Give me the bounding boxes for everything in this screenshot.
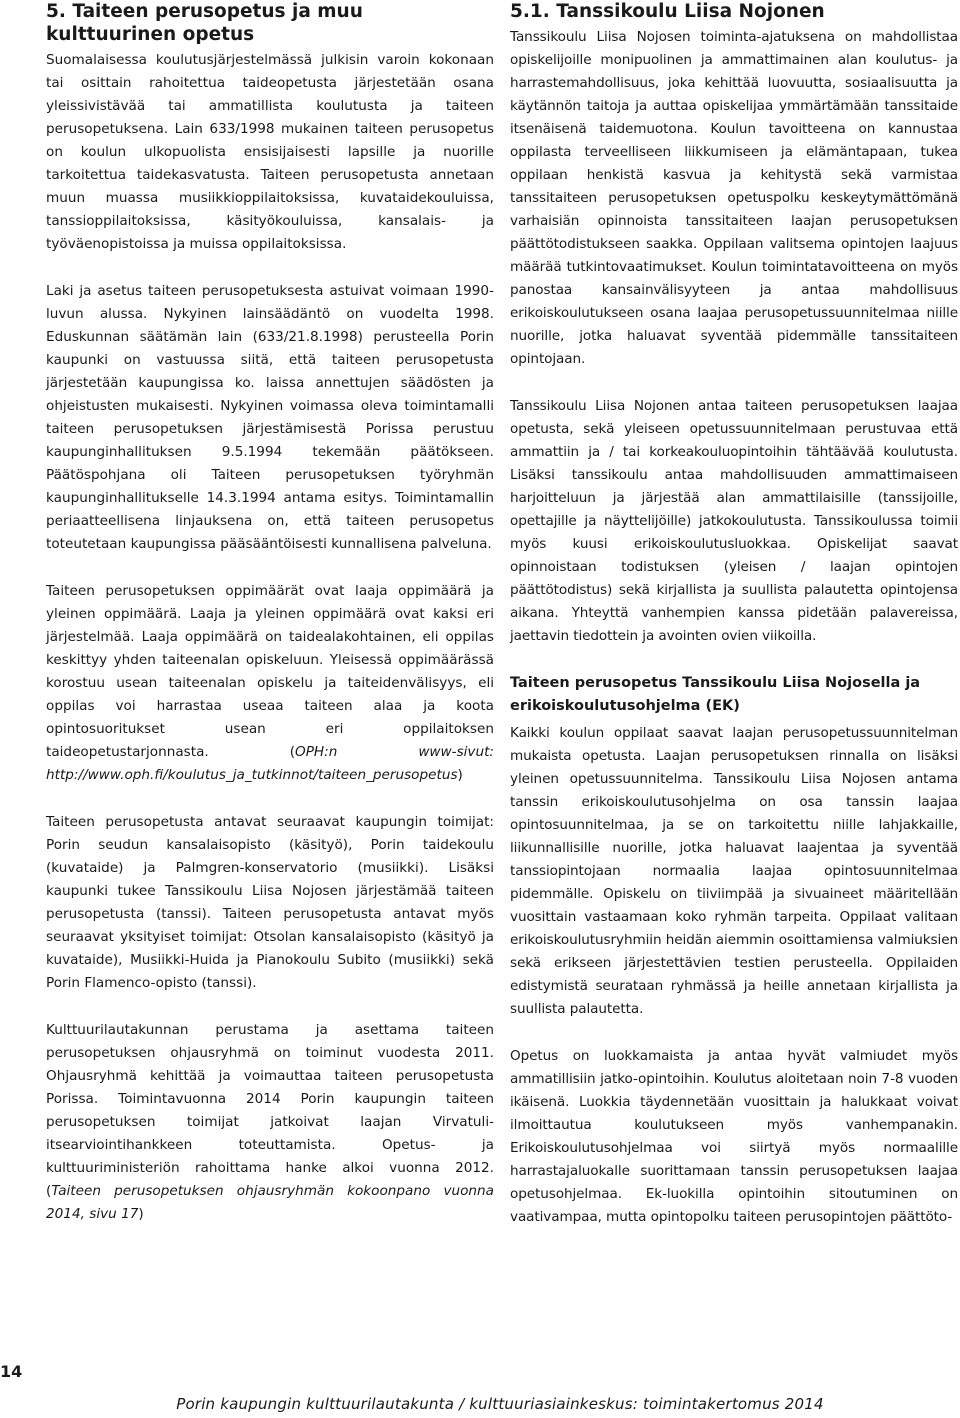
citation-close: ) bbox=[457, 767, 463, 783]
subheading-ek-programme: Taiteen perusopetus Tanssikoulu Liisa Nojosella ja erikoiskoulutusohjelma (EK) bbox=[510, 675, 921, 714]
paragraph-steering-group bbox=[46, 1019, 494, 1226]
paragraph-ek-programme: Kaikki koulun oppilaat saavat laajan perusopetussuunnitelman mukaista opetusta. Laajan perusopetuksen rinnalla on lisäksi yleinen opetussuunnitelma. Tanssikoulu Liisa Nojosen antama tanssin erikoiskoulutusohjelma on osa tanssin laajaa opintosuunnitelmaa, ja se on tarkoitettu niille lahjakkaille, liikunnallisille nuorille, jotka haluavat laajentaa ja syventää tanssiopintojaan normaalia laajaa opintosuunnitelmaa pidemmälle. Opiskelu on tiiviimpää ja sivuaineet määritellään vuosittain vastaamaan koko ryhmän tarpeita. Oppilaat valitaan erikoiskoulutusryhmiin heidän aiemmin osoittamiensa valmiuksien sekä erikseen järjestettävien testien perusteella. Oppilaiden edistymistä seurataan ryhmässä ja heille annetaan kirjallista ja suullista palautetta. bbox=[510, 725, 958, 1017]
paragraph-curricula bbox=[46, 580, 494, 787]
section-heading: 5. Taiteen perusopetus ja muu kulttuurinen opetus bbox=[46, 1, 363, 45]
paragraph-teaching: Tanssikoulu Liisa Nojonen antaa taiteen perusopetuksen laajaa opetusta, sekä yleiseen opetussuunnitelmaan perustuvaa että ammattiin ja / tai korkeakouluopintoihin tähtäävää koulutusta. Lisäksi tanssikoulu antaa mahdollisuuden ammattimaiseen harjoitteluun ja järjestää alan ammattilaisille (tanssijoille, opettajille ja näyttelijöille) jatkokoulutusta. Tanssikoulussa toimii myös kuusi erikoiskoulutusluokkaa. Opiskelijat saavat opinnoistaan todistuksen (yleisen / laajan opintojen päättötodistus) sekä kirjallista ja suullista palautetta opintojensa aikana. Yhteyttä vanhempien kanssa pidetään palavereissa, jaettavin tiedottein ja avointen ovien viikoilla. bbox=[510, 398, 958, 644]
citation-steering-group: Taiteen perusopetuksen ohjausryhmän kokoonpano vuonna 2014, sivu 17 bbox=[46, 1183, 494, 1222]
steering-text: Kulttuurilautakunnan perustama ja asettama taiteen perusopetuksen ohjausryhmä on toiminut vuodesta 2011. Ohjausryhmä kehittää ja voimauttaa taiteen perusopetusta Porissa. Toimintavuonna 2014 Porin kaupungin taiteen perusopetuksen toimijat jatkoivat laajan Virvatuli-itsearviointihankkeen toteuttamista. Opetus- ja kulttuuriministeriön rahoittama hanke alkoi vuonna 2012. bbox=[46, 1022, 494, 1176]
page-number: 14 bbox=[0, 1362, 23, 1381]
citation-open: ( bbox=[46, 1183, 52, 1199]
paragraph-classes: Opetus on luokkamaista ja antaa hyvät valmiudet myös ammatillisiin jatko-opintoihin. Koulutus aloitetaan noin 7-8 vuoden ikäisenä. Luokkia täydennetään vuosittain ja halukkaat voivat ilmoittautua koulutukseen myös vanhempanakin. Erikoiskoulutusohjelmaa voi siirtyä myös normaalille harrastajaluokalle suorittamaan tanssin perusopetuksen laajaa opetusohjelmaa. Ek-luokilla opintoihin sitoutuminen on vaativampaa, mutta opintopolku taiteen perusopintojen päättöto- bbox=[510, 1048, 958, 1225]
citation-open: ( bbox=[289, 744, 296, 760]
paragraph-intro: Suomalaisessa koulutusjärjestelmässä julkisin varoin kokonaan tai osittain rahoitettua taideopetusta järjestetään osana yleissivistävää tai ammatillista koulutusta ja taiteen perusopetuksena. Lain 633/1998 mukainen taiteen perusopetus on koulun ulkopuolista ensisijaisesti lapsille ja nuorille tarkoitettua taidekasvatusta. Taiteen perusopetusta annetaan muun muassa musiikkioppilaitoksissa, kuvataidekouluissa, tanssioppilaitoksissa, käsityökouluissa, kansalais- ja työväenopistoissa ja muissa oppilaitoksissa. bbox=[46, 52, 494, 252]
paragraph-legislation: Laki ja asetus taiteen perusopetuksesta astuivat voimaan 1990-luvun alussa. Nykyinen lainsäädäntö on vuodelta 1998. Eduskunnan säätämän lain (633/21.8.1998) perusteella Porin kaupunki on vastuussa siitä, että taiteen perusopetusta järjestetään kaupungissa ko. laissa annettujen säädösten ja ohjeistusten mukaisesti. Nykyinen voimassa oleva toimintamalli taiteen perusopetuksen järjestämisestä Porissa perustuu kaupunginhallituksen 9.5.1994 tekemään päätökseen. Päätöspohjana oli Taiteen perusopetuksen työryhmän kaupunginhallitukselle 14.3.1994 antama esitys. Toimintamallin periaatteellisena linjauksena on, että taiteen perusopetus toteutetaan kaupungissa pääsääntöisesti kunnallisena palveluna. bbox=[46, 283, 494, 552]
subsection-heading: 5.1. Tanssikoulu Liisa Nojonen bbox=[510, 1, 825, 22]
curricula-text: Taiteen perusopetuksen oppimäärät ovat laaja oppimäärä ja yleinen oppimäärä. Laaja ja yleinen oppimäärä ovat kaksi eri järjestelmää. Laaja oppimäärä on taidealakohtainen, eli oppilas keskittyy yhden taiteenalan opiskeluun. Yleisessä oppimäärässä korostuu usean taiteenalan opiskelu ja taiteidenvälisyys, eli oppilas voi harrastaa useaa taiteen alaa ja koota opintosuoritukset usean eri oppilaitoksen taideopetustarjonnasta. bbox=[46, 583, 494, 760]
citation-oph: OPH:n www-sivut: http://www.oph.fi/koulutus_ja_tutkinnot/taiteen_perusopetus bbox=[46, 744, 495, 783]
left-column bbox=[46, 0, 494, 1250]
paragraph-providers: Taiteen perusopetusta antavat seuraavat kaupungin toimijat: Porin seudun kansalaisopisto (käsityö), Porin taidekoulu (kuvataide) ja Palmgren-konservatorio (musiikki). Lisäksi kaupunki tukee Tanssikoulu Liisa Nojosen järjestämää taiteen perusopetusta (tanssi). Taiteen perusopetusta antavat myös seuraavat yksityiset toimijat: Otsolan kansalaisopisto (käsityö ja kuvataide), Musiikki-Huida ja Pianokoulu Subito (musiikki) sekä Porin Flamenco-opisto (tanssi). bbox=[46, 814, 494, 991]
citation-close: ) bbox=[138, 1206, 144, 1222]
page-footer: Porin kaupungin kulttuurilautakunta / kulttuuriasiainkeskus: toimintakertomus 2014 bbox=[176, 1395, 824, 1413]
right-column bbox=[510, 0, 958, 1229]
paragraph-mission: Tanssikoulu Liisa Nojosen toiminta-ajatuksena on mahdollistaa opiskelijoille monipuolinen ja ammattimainen alan koulutus- ja harrastemahdollisuus, joka kehittää luovuutta, sosiaalisuutta ja käytännön taitoja ja auttaa opiskelijaa ymmärtämään tanssitaide itsenäisenä taidemuotona. Koulun tavoitteena on kannustaa oppilasta terveelliseen liikkumiseen ja elämäntapaan, tukea oppilaan henkistä kasvua ja kehitystä sekä varmistaa tanssitaiteen perusopetuksen opetuspolku keskeytymättömänä varhaisiän opinnoista tanssitaiteen laajan perusopetuksen päättötodistukseen saakka. Oppilaan valitsema opintojen laajuus määrää tutkintovaatimukset. Koulun toimintatavoitteena on myös panostaa kansainvälisyyteen ja antaa mahdollisuus erikoiskoulutukseen osana laajaa perusopetussuunnitelmaa niille nuorille, jotka haluavat syventää pidemmälle tanssitaiteen opintojaan. bbox=[510, 29, 958, 367]
